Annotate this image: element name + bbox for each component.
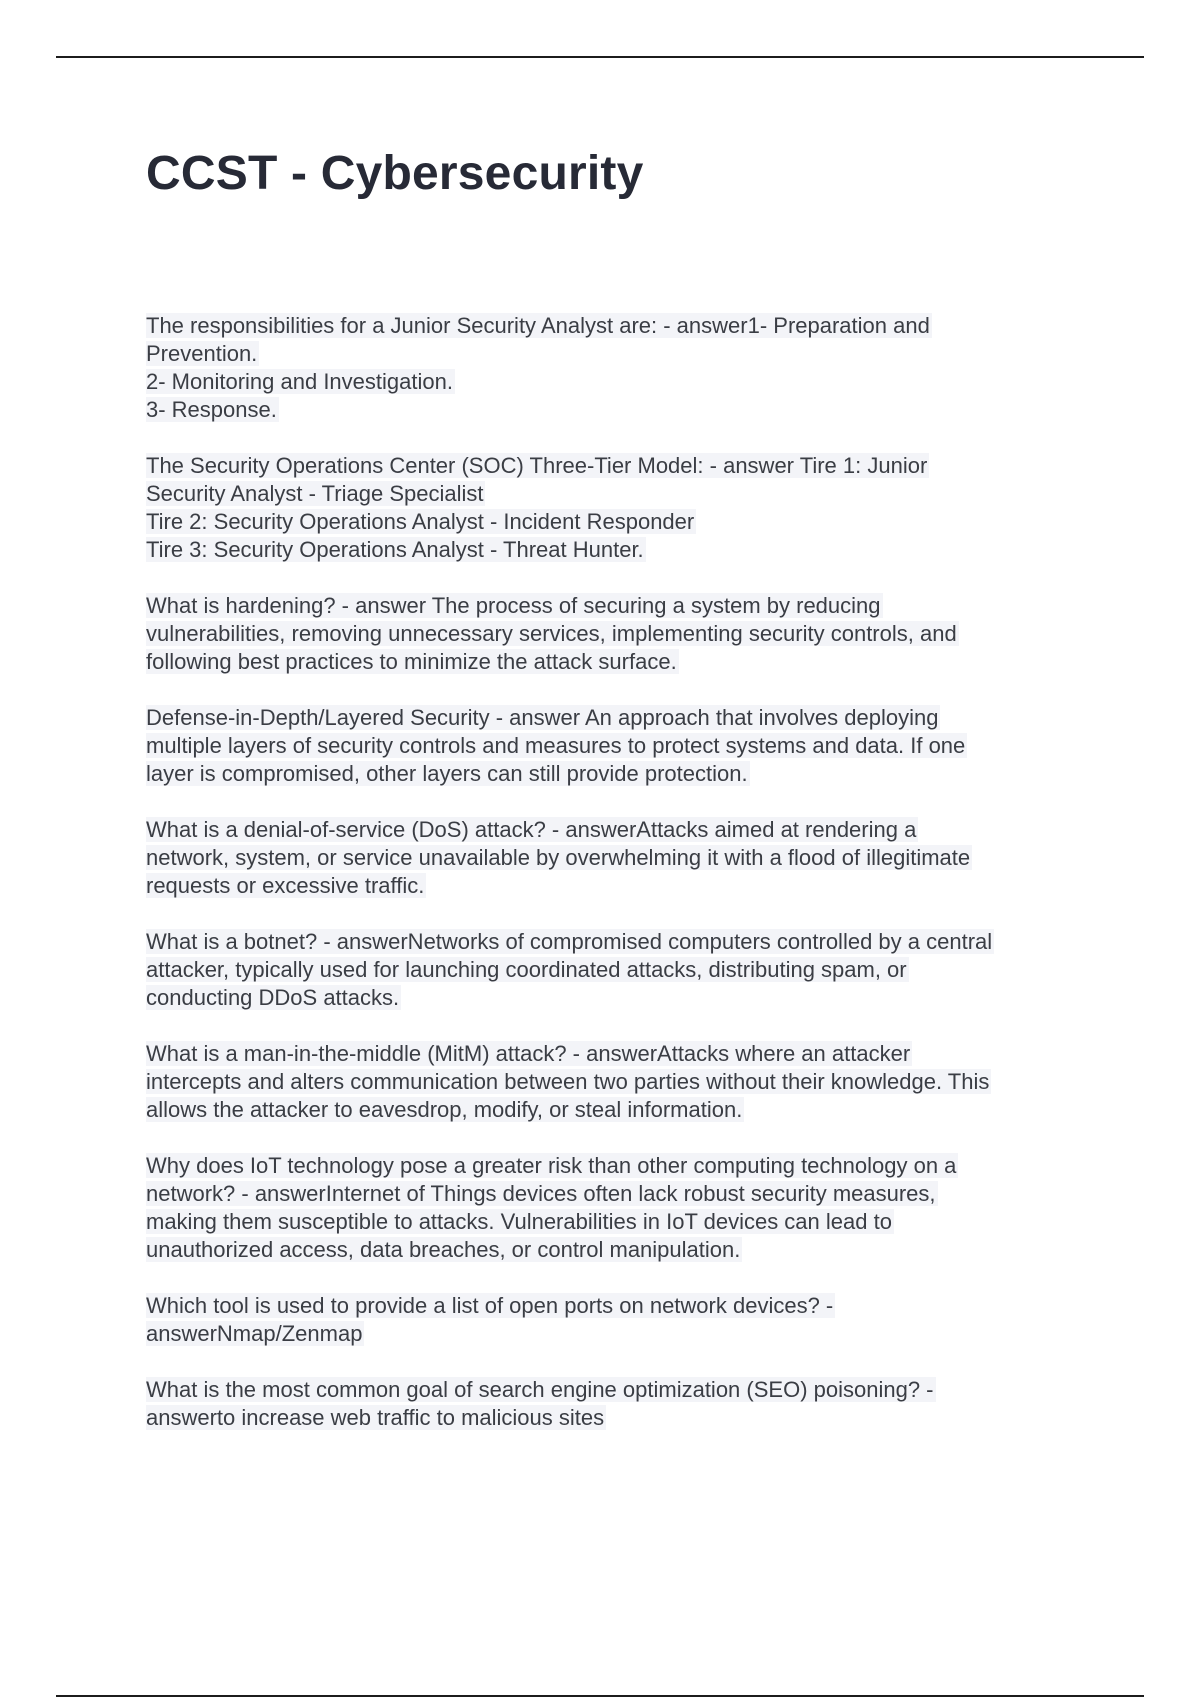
qa-line-text: conducting DDoS attacks. xyxy=(146,985,400,1010)
qa-line xyxy=(146,592,1086,620)
qa-line-text: attacker, typically used for launching coordinated attacks, distributing spam, or xyxy=(146,957,907,982)
qa-line xyxy=(146,816,1086,844)
qa-line-text: following best practices to minimize the attack surface. xyxy=(146,649,677,674)
qa-line-text: Tire 2: Security Operations Analyst - Incident Responder xyxy=(146,509,695,534)
qa-item xyxy=(146,312,1086,424)
qa-line xyxy=(146,760,1086,788)
qa-line-text: Tire 3: Security Operations Analyst - Threat Hunter. xyxy=(146,537,644,562)
qa-line xyxy=(146,620,1086,648)
qa-line xyxy=(146,1096,1086,1124)
qa-line xyxy=(146,508,1086,536)
qa-item xyxy=(146,1376,1086,1432)
qa-line-text: Why does IoT technology pose a greater risk than other computing technology on a xyxy=(146,1153,957,1178)
qa-item xyxy=(146,452,1086,564)
qa-line xyxy=(146,480,1086,508)
qa-item xyxy=(146,928,1086,1012)
qa-line-text: answerto increase web traffic to malicious sites xyxy=(146,1405,605,1430)
qa-line-text: What is a botnet? - answerNetworks of compromised computers controlled by a central xyxy=(146,929,993,954)
qa-line-text: Security Analyst - Triage Specialist xyxy=(146,481,484,506)
qa-line xyxy=(146,312,1086,340)
qa-line-text: What is a denial-of-service (DoS) attack? - answerAttacks aimed at rendering a xyxy=(146,817,917,842)
qa-line xyxy=(146,1040,1086,1068)
qa-line xyxy=(146,536,1086,564)
qa-line xyxy=(146,340,1086,368)
qa-line-text: Defense-in-Depth/Layered Security - answer An approach that involves deploying xyxy=(146,705,939,730)
qa-line xyxy=(146,1068,1086,1096)
qa-line-text: layer is compromised, other layers can still provide protection. xyxy=(146,761,748,786)
qa-line-text: 3- Response. xyxy=(146,397,277,422)
qa-line xyxy=(146,956,1086,984)
qa-line-text: multiple layers of security controls and measures to protect systems and data. If one xyxy=(146,733,966,758)
qa-line-text: making them susceptible to attacks. Vulnerabilities in IoT devices can lead to xyxy=(146,1209,892,1234)
qa-item xyxy=(146,704,1086,788)
qa-line xyxy=(146,452,1086,480)
qa-item xyxy=(146,816,1086,900)
qa-line xyxy=(146,1376,1086,1404)
qa-line xyxy=(146,1180,1086,1208)
qa-list xyxy=(146,312,1086,1460)
qa-line-text: network? - answerInternet of Things devices often lack robust security measures, xyxy=(146,1181,936,1206)
qa-line xyxy=(146,1236,1086,1264)
qa-line-text: The Security Operations Center (SOC) Three-Tier Model: - answer Tire 1: Junior xyxy=(146,453,928,478)
qa-line-text: network, system, or service unavailable by overwhelming it with a flood of illegitimate xyxy=(146,845,971,870)
qa-line-text: answerNmap/Zenmap xyxy=(146,1321,363,1346)
qa-line-text: The responsibilities for a Junior Security Analyst are: - answer1- Preparation and xyxy=(146,313,930,338)
qa-line-text: unauthorized access, data breaches, or control manipulation. xyxy=(146,1237,741,1262)
page-title: CCST - Cybersecurity xyxy=(146,147,644,200)
qa-line-text: What is hardening? - answer The process of securing a system by reducing xyxy=(146,593,881,618)
qa-line-text: What is a man-in-the-middle (MitM) attack? - answerAttacks where an attacker xyxy=(146,1041,911,1066)
qa-line xyxy=(146,396,1086,424)
qa-item xyxy=(146,1152,1086,1264)
qa-line xyxy=(146,984,1086,1012)
qa-line xyxy=(146,844,1086,872)
qa-item xyxy=(146,1292,1086,1348)
qa-line-text: 2- Monitoring and Investigation. xyxy=(146,369,453,394)
qa-line-text: vulnerabilities, removing unnecessary services, implementing security controls, and xyxy=(146,621,957,646)
qa-line xyxy=(146,872,1086,900)
qa-line xyxy=(146,732,1086,760)
qa-item xyxy=(146,592,1086,676)
qa-line xyxy=(146,1404,1086,1432)
qa-line xyxy=(146,1320,1086,1348)
qa-line-text: intercepts and alters communication between two parties without their knowledge. This xyxy=(146,1069,990,1094)
qa-line xyxy=(146,704,1086,732)
qa-line-text: What is the most common goal of search engine optimization (SEO) poisoning? - xyxy=(146,1377,934,1402)
qa-line-text: requests or excessive traffic. xyxy=(146,873,425,898)
qa-line xyxy=(146,648,1086,676)
qa-line-text: allows the attacker to eavesdrop, modify, or steal information. xyxy=(146,1097,743,1122)
qa-line-text: Prevention. xyxy=(146,341,258,366)
qa-line xyxy=(146,1152,1086,1180)
qa-line-text: Which tool is used to provide a list of open ports on network devices? - xyxy=(146,1293,834,1318)
qa-line xyxy=(146,928,1086,956)
qa-line xyxy=(146,1292,1086,1320)
top-rule xyxy=(56,56,1144,58)
bottom-rule xyxy=(56,1695,1144,1697)
qa-line xyxy=(146,368,1086,396)
qa-item xyxy=(146,1040,1086,1124)
qa-line xyxy=(146,1208,1086,1236)
